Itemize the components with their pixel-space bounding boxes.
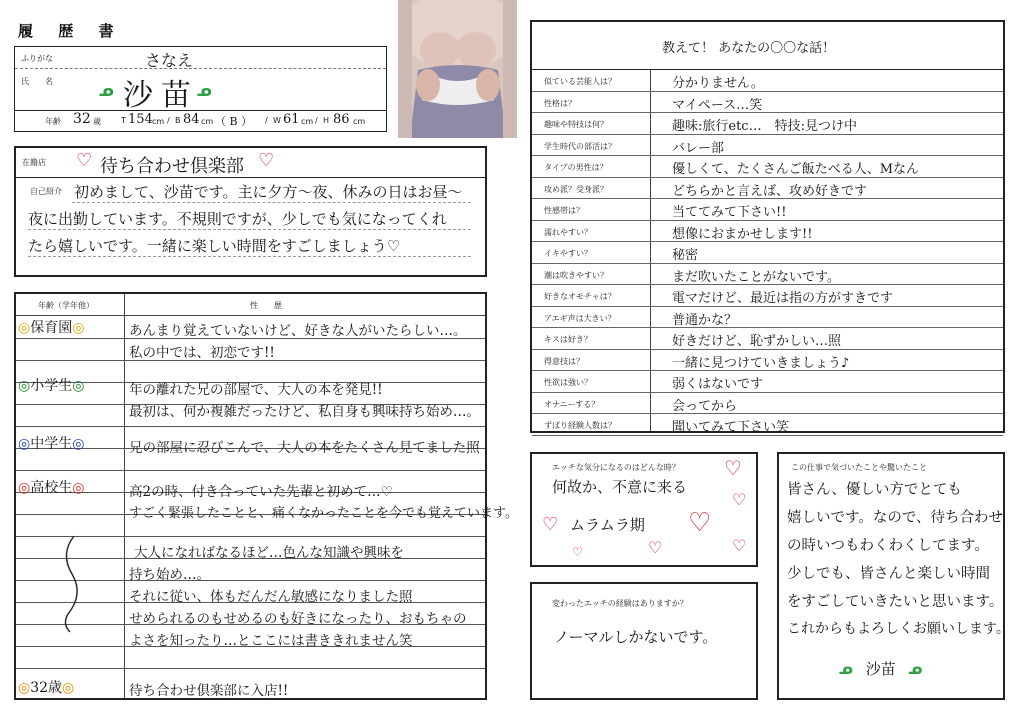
qa-title: 教えて！ あなたの〇〇な話！ <box>662 41 836 56</box>
mood-box <box>530 452 758 567</box>
job-answer-line: これからもよろしくお願いします。 <box>787 621 1010 637</box>
name-value: 沙苗 <box>123 78 199 113</box>
sprout-icon: ᓄ <box>908 660 923 678</box>
sprout-icon: ᓄ <box>99 81 114 100</box>
qa-row <box>532 156 1003 178</box>
job-question: この仕事で気づいたことや驚いたこと <box>791 463 927 472</box>
b-label: B <box>175 116 181 125</box>
spiral-icon: ◎ <box>62 680 75 696</box>
heart-icon: ♡ <box>76 150 93 171</box>
heart-icon: ♡ <box>258 150 275 171</box>
history-line: よさを知ったり…とここには書ききれません笑 <box>129 633 413 649</box>
heart-icon: ♡ <box>648 538 663 557</box>
qa-row <box>532 178 1003 200</box>
heart-icon: ♡ <box>732 490 747 509</box>
history-line: それに従い、体もだんだん敏感になりました照 <box>129 589 413 605</box>
qa-answer: 好きだけど、恥ずかしい…照 <box>672 334 842 349</box>
history-line: 大人になればなるほど…色んな知識や興味を <box>134 545 404 561</box>
history-line: 兄の部屋に忍びこんで、大人の本をたくさん見てました照 <box>129 440 480 456</box>
history-header <box>16 294 485 316</box>
job-signature: ᓄ 沙苗 ᓄ <box>839 660 923 678</box>
history-line: 最初は、何か複雑だったけど、私自身も興味持ち始め…。 <box>129 404 480 420</box>
qa-header <box>532 22 1003 70</box>
qa-answer: 普通かな？ <box>672 312 738 328</box>
qa-row <box>532 328 1003 350</box>
qa-question: 攻め派？受身派？ <box>544 184 608 194</box>
qa-question: 得意技は？ <box>544 356 584 366</box>
qa-answer: 分かりません。 <box>672 76 764 91</box>
age-value: 32 <box>73 111 91 127</box>
strange-answer: ノーマルしかないです。 <box>554 628 718 646</box>
mood-answer-line: ムラムラ期 <box>570 516 645 534</box>
spiral-icon: ◎ <box>72 320 85 336</box>
measurements-row: 年齢 32 歳 T 154 cm / B 84 cm （ B ） / W 61 cm / H 86 cm <box>45 111 366 128</box>
qa-answer: 当ててみて下さい!! <box>672 205 787 220</box>
self-intro-label: 自己紹介 <box>30 187 62 196</box>
history-line: あんまり覚えていないけど、好きな人がいたらしい…。 <box>129 323 467 339</box>
qa-question: 性感帯は？ <box>544 206 584 215</box>
spiral-icon: ◎ <box>72 378 85 394</box>
qa-row <box>532 113 1003 135</box>
age-unit: 歳 <box>93 117 101 126</box>
history-line: 私の中では、初恋です!! <box>129 345 275 361</box>
history-stage: ◎小学生◎ <box>18 378 85 394</box>
strange-experience-box <box>530 582 758 700</box>
strange-question: 変わったエッチの経験はありますか？ <box>552 599 688 608</box>
heart-icon: ♡ <box>732 536 747 555</box>
history-stage: ◎保育園◎ <box>18 320 85 336</box>
name-row <box>15 69 386 111</box>
profile-box <box>14 46 387 132</box>
qa-question: 好きなオモチャは？ <box>544 292 616 301</box>
spiral-icon: ◎ <box>18 680 31 696</box>
qa-answer: 弱くはないです <box>672 377 764 392</box>
h-label: H <box>323 116 330 125</box>
store-name: 待ち合わせ倶楽部 <box>100 156 244 177</box>
qa-question: 性欲は強い？ <box>544 378 592 387</box>
qa-answer: 一緒に見つけていきましょう♪ <box>672 355 850 371</box>
qa-row <box>532 92 1003 114</box>
self-intro-line: 夜に出勤しています。不規則ですが、少しでも気になってくれ <box>28 210 447 228</box>
qa-question: 潮は吹きやすい？ <box>544 270 608 280</box>
age-column-header: 年齢（学年他） <box>38 301 94 310</box>
qa-question: キスは好き？ <box>544 335 592 344</box>
history-line: せめられるのもせめるのも好きになったり、おもちゃの <box>129 611 467 627</box>
qa-question: イキやすい？ <box>544 249 592 258</box>
qa-row <box>532 307 1003 329</box>
job-answer-line: をすごしていきたいと思います。 <box>787 594 1004 610</box>
sexual-history-box <box>14 292 518 700</box>
qa-row <box>532 70 1003 92</box>
heart-icon: ♡ <box>572 545 583 559</box>
qa-answer: マイペース…笑 <box>672 97 763 113</box>
wavy-line-icon <box>56 534 86 634</box>
h-unit: cm <box>353 117 366 126</box>
job-answer-line: 少しでも、皆さんと楽しい時間 <box>787 566 990 582</box>
qa-question: ずばり経験人数は？ <box>544 421 616 430</box>
qa-row <box>532 371 1003 393</box>
name-label: 氏 名 <box>21 77 53 86</box>
qa-question: オナニーする？ <box>544 399 600 409</box>
sprout-icon: ᓄ <box>197 81 212 100</box>
qa-row <box>532 350 1003 372</box>
age-label: 年齢 <box>45 117 61 126</box>
heart-icon: ♡ <box>724 456 742 480</box>
w-label: W <box>273 116 281 125</box>
qa-box <box>530 20 1005 433</box>
job-impression-box <box>777 452 1010 700</box>
store-intro-box <box>14 146 487 277</box>
furigana-row <box>15 47 386 69</box>
spiral-icon: ◎ <box>18 436 31 452</box>
qa-question: タイプの男性は？ <box>544 163 608 172</box>
history-stage: ◎32歳◎ <box>18 680 75 696</box>
spiral-icon: ◎ <box>18 378 31 394</box>
cup-size: （ B ） <box>215 115 253 128</box>
qa-answer: 会ってから <box>672 398 738 414</box>
self-intro-line: 初めまして、沙苗です。主に夕方～夜、休みの日はお昼～ <box>74 183 463 201</box>
spiral-icon: ◎ <box>72 436 85 452</box>
qa-answer: バレー部 <box>672 140 725 156</box>
t-label: T <box>121 116 126 125</box>
qa-row <box>532 264 1003 286</box>
t-unit: cm <box>152 117 165 126</box>
qa-row <box>532 242 1003 264</box>
history-column-header: 性 歴 <box>250 301 282 310</box>
qa-answer: どちらかと言えば、攻め好きです <box>672 183 868 199</box>
qa-row <box>532 285 1003 307</box>
self-intro-line: たら嬉しいです。一緒に楽しい時間をすごしましょう♡ <box>28 237 401 255</box>
mood-answer-line: 何故か、不意に来る <box>552 478 688 496</box>
history-stage: ◎中学生◎ <box>18 436 85 452</box>
qa-answer: 電マだけど、最近は指の方がすきです <box>672 291 894 306</box>
spiral-icon: ◎ <box>18 320 31 336</box>
history-stage: ◎高校生◎ <box>18 480 85 496</box>
qa-row <box>532 414 1003 436</box>
store-label: 在籍店 <box>22 158 46 167</box>
qa-row <box>532 135 1003 157</box>
qa-row <box>532 221 1003 243</box>
spiral-icon: ◎ <box>18 480 31 496</box>
qa-question: 趣味や特技は何？ <box>544 120 608 129</box>
qa-row <box>532 199 1003 221</box>
history-line: 持ち始め…。 <box>129 567 210 583</box>
profile-photo <box>398 0 517 138</box>
qa-question: アエギ声は大きい？ <box>544 313 616 323</box>
job-answer-line: の時いつもわくわくしてます。 <box>787 538 989 554</box>
qa-question: 似ている芸能人は？ <box>544 77 616 86</box>
heart-icon: ♡ <box>542 514 559 535</box>
b-unit: cm <box>201 117 214 126</box>
b-value: 84 <box>183 112 200 127</box>
history-line: 高2の時、付き合っていた先輩と初めて…♡ <box>129 484 393 500</box>
qa-row <box>532 393 1003 415</box>
history-line: すごく緊張したことと、痛くなかったことを今でも覚えています。 <box>129 506 518 521</box>
history-line: 年の離れた兄の部屋で、大人の本を発見!! <box>129 382 383 398</box>
furigana-label: ふりがな <box>21 54 53 63</box>
qa-answer: 秘密 <box>672 248 699 263</box>
sprout-icon: ᓄ <box>839 660 853 678</box>
resume-title: 履 歴 書 <box>18 22 124 40</box>
store-row <box>16 148 485 178</box>
w-unit: cm <box>301 117 314 126</box>
job-answer-line: 嬉しいです。なので、待ち合わせ <box>787 510 1004 526</box>
qa-question: 性格は？ <box>544 98 576 108</box>
qa-answer: 想像におまかせします!! <box>672 226 813 242</box>
furigana-value: さなえ <box>145 51 194 70</box>
qa-answer: 趣味:旅行etc… 特技:見つけ中 <box>672 119 857 134</box>
history-line: 待ち合わせ倶楽部に入店!! <box>129 683 289 699</box>
qa-answer: まだ吹いたことがないです。 <box>672 269 840 285</box>
spiral-icon: ◎ <box>72 480 85 496</box>
job-answer-line: 皆さん、優しい方でとても <box>787 482 962 498</box>
h-value: 86 <box>333 112 350 127</box>
w-value: 61 <box>283 112 300 127</box>
qa-answer: 優しくて、たくさんご飯たべる人、Mなん <box>672 162 920 177</box>
t-value: 154 <box>128 112 153 127</box>
mood-question: エッチな気分になるのはどんな時？ <box>552 463 680 472</box>
heart-icon: ♡ <box>688 508 712 538</box>
qa-question: 濡れやすい？ <box>544 227 592 237</box>
qa-question: 学生時代の部活は？ <box>544 141 616 151</box>
qa-answer: 聞いてみて下さい笑 <box>672 420 790 435</box>
